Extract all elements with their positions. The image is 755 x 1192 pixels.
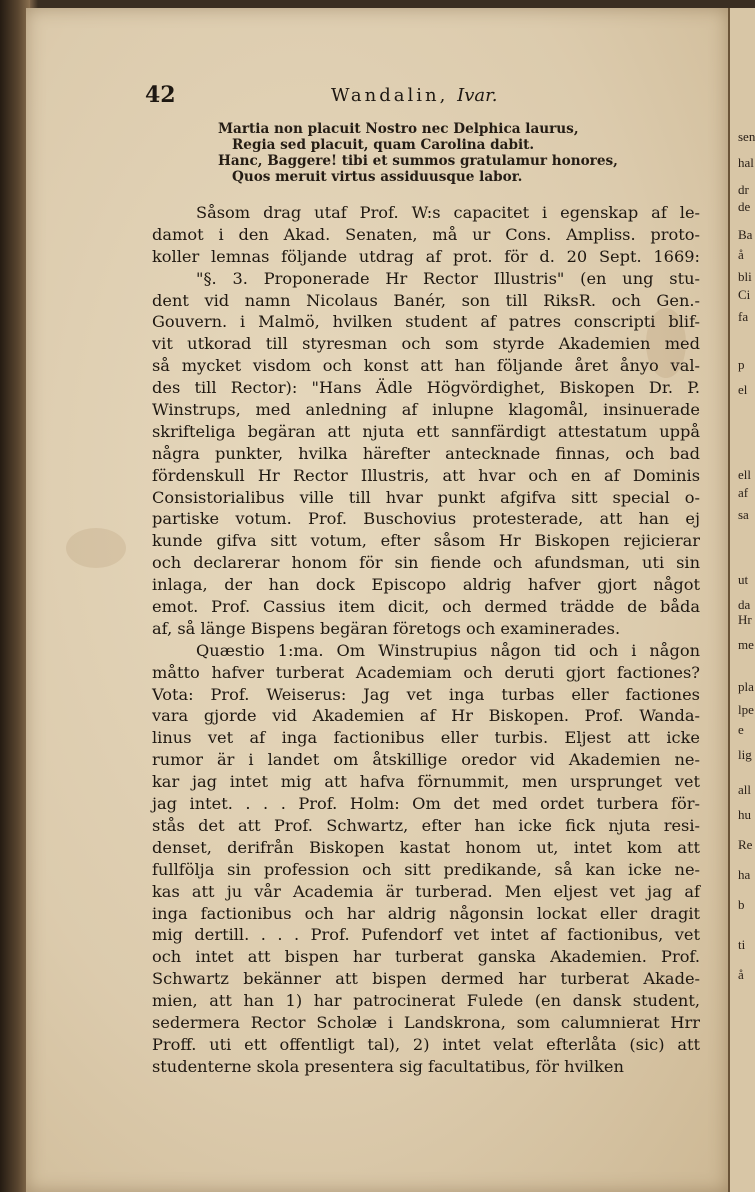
text-line: partiske votum. Prof. Buschovius protesterade, att han ej [152,509,700,529]
adjacent-page-fragment: dr [738,182,749,197]
adjacent-page-fragment: lig [738,747,752,762]
latin-verse [218,121,678,185]
text-line: kar jag intet mig att hafva förnummit, men ursprunget vet [152,772,700,792]
text-line: kunde gifva sitt votum, efter såsom Hr Biskopen rejicierar [152,531,700,551]
adjacent-page-fragment: hal [738,155,754,170]
text-line: måtto hafver turberat Academiam och deruti gjort factiones? [152,662,700,682]
running-head-name: Wandalin, [331,85,449,106]
text-line: fördenskull Hr Rector Illustris, att hvar och en af Dominis [152,465,700,485]
text-line: "§. 3. Proponerade Hr Rector Illustris" (en ung stu- [196,268,700,288]
adjacent-page-fragment: lpe [738,702,754,717]
text-line: des till Rector): "Hans Ädle Högvördighet, Biskopen Dr. P. [152,378,700,398]
adjacent-page-fragment: me [738,637,754,652]
verse-line: Regia sed placuit, quam Carolina dabit. [232,137,535,153]
text-line: Schwartz bekänner att bispen dermed har turberat Akade- [152,969,700,989]
adjacent-page-fragment: fa [738,309,749,324]
adjacent-page-fragment: å [738,247,744,262]
text-line: och declarerar honom för sin fiende och afundsman, uti sin [152,553,700,573]
text-line: rumor är i landet om åtskillige oredor vid Akademien ne- [152,750,700,770]
running-head [331,85,497,106]
adjacent-page-fragment: Ba [738,227,753,242]
adjacent-page-fragment: all [738,782,751,797]
adjacent-page-fragment: af [738,485,749,500]
text-line: några punkter, hvilka härefter antecknade finnas, och bad [152,443,700,463]
verse-line: Martia non placuit Nostro nec Delphica laurus, [218,121,579,137]
text-line: mien, att han 1) har patrocinerat Fulede (en dansk student, [152,991,700,1011]
text-line: af, så länge Bispens begäran företogs och examinerades. [152,618,621,638]
text-line: vara gjorde vid Akademien af Hr Biskopen. Prof. Wanda- [152,706,700,726]
adjacent-page-fragment: Ci [738,287,751,302]
adjacent-page-fragment: Re [738,837,753,852]
adjacent-page-fragment: hu [738,807,751,822]
text-line: Vota: Prof. Weiserus: Jag vet inga turbas eller factiones [152,684,700,704]
text-line: Såsom drag utaf Prof. W:s capacitet i egenskap af le- [196,203,700,222]
adjacent-page-fragment: ut [738,572,749,587]
adjacent-page-fragment: ti [738,937,746,952]
adjacent-page-fragment: p [738,357,745,372]
adjacent-page-fragment: å [738,967,744,982]
text-line: dent vid namn Nicolaus Banér, son till RiksR. och Gen.- [152,290,700,310]
adjacent-page-fragment: sa [738,507,749,522]
adjacent-page-fragment: bli [738,269,752,284]
text-line: inlaga, der han dock Episcopo aldrig hafver gjort något [152,575,700,595]
text-line: fullfölja sin profession och sitt predikande, så kan icke ne- [152,859,700,879]
adjacent-page-edge [728,8,755,1192]
text-line: emot. Prof. Cassius item dicit, och dermed trädde de båda [152,597,700,617]
adjacent-page-fragment: e [738,722,744,737]
text-line: studenterne skola presentera sig facultatibus, för hvilken [152,1056,624,1076]
body-text [152,202,700,1078]
adjacent-page-fragment: da [738,597,751,612]
text-line: damot i den Akad. Senaten, må ur Cons. Ampliss. proto- [152,224,700,244]
text-line: Winstrups, med anledning af inlupne klagomål, insinuerade [152,400,700,420]
running-head-given: Ivar. [457,85,498,106]
text-line: jag intet. . . . Prof. Holm: Om det med ordet turbera för- [152,794,700,814]
adjacent-page-fragment: Hr [738,612,752,627]
text-line: så mycket visdom och konst att han följande året ånyo val- [152,356,700,376]
text-line: vit utkorad till styresman och som styrde Akademien med [152,334,700,354]
text-line: skrifteliga begäran att njuta ett sannfärdigt attestatum uppå [152,421,700,441]
paper-stain [66,528,126,568]
adjacent-page-fragment: pla [738,679,754,694]
text-line: Consistorialibus ville till hvar punkt afgifva sitt special o- [152,487,700,507]
page-number: 42 [145,82,176,108]
verse-line: Quos meruit virtus assiduusque labor. [232,169,523,185]
verse-line: Hanc, Baggere! tibi et summos gratulamur honores, [218,153,618,169]
adjacent-page-fragment: b [738,897,745,912]
text-line: inga factionibus och har aldrig någonsin lockat eller dragit [152,903,700,923]
text-line: stås det att Prof. Schwartz, efter han icke fick njuta resi- [152,815,700,835]
text-line: Gouvern. i Malmö, hvilken student af patres conscripti blif- [152,312,700,332]
text-line: och intet att bispen har turberat ganska Akademien. Prof. [152,947,700,967]
adjacent-page-fragment: de [738,199,751,214]
text-line: denset, derifrån Biskopen kastat honom ut, intet kom att [152,837,700,857]
text-line: Proff. uti ett offentligt tal), 2) intet velat efterlåta (sic) att [152,1034,700,1054]
page-header [145,82,545,110]
text-line: sedermera Rector Scholæ i Landskrona, som calumnierat Hrr [152,1012,700,1032]
adjacent-page-fragment: sen [738,129,755,144]
text-line: kas att ju vår Academia är turberad. Men eljest vet jag af [152,881,700,901]
text-line: mig dertill. . . . Prof. Pufendorf vet intet af factionibus, vet [152,925,700,945]
text-line: Quæstio 1:ma. Om Winstrupius någon tid och i någon [196,640,700,660]
text-line: koller lemnas följande utdrag af prot. för d. 20 Sept. 1669: [152,246,700,266]
adjacent-page-fragment: ha [738,867,751,882]
text-line: linus vet af inga factionibus eller turbis. Eljest att icke [152,728,700,748]
adjacent-page-fragment: el [738,382,748,397]
adjacent-page-fragment: ell [738,467,751,482]
